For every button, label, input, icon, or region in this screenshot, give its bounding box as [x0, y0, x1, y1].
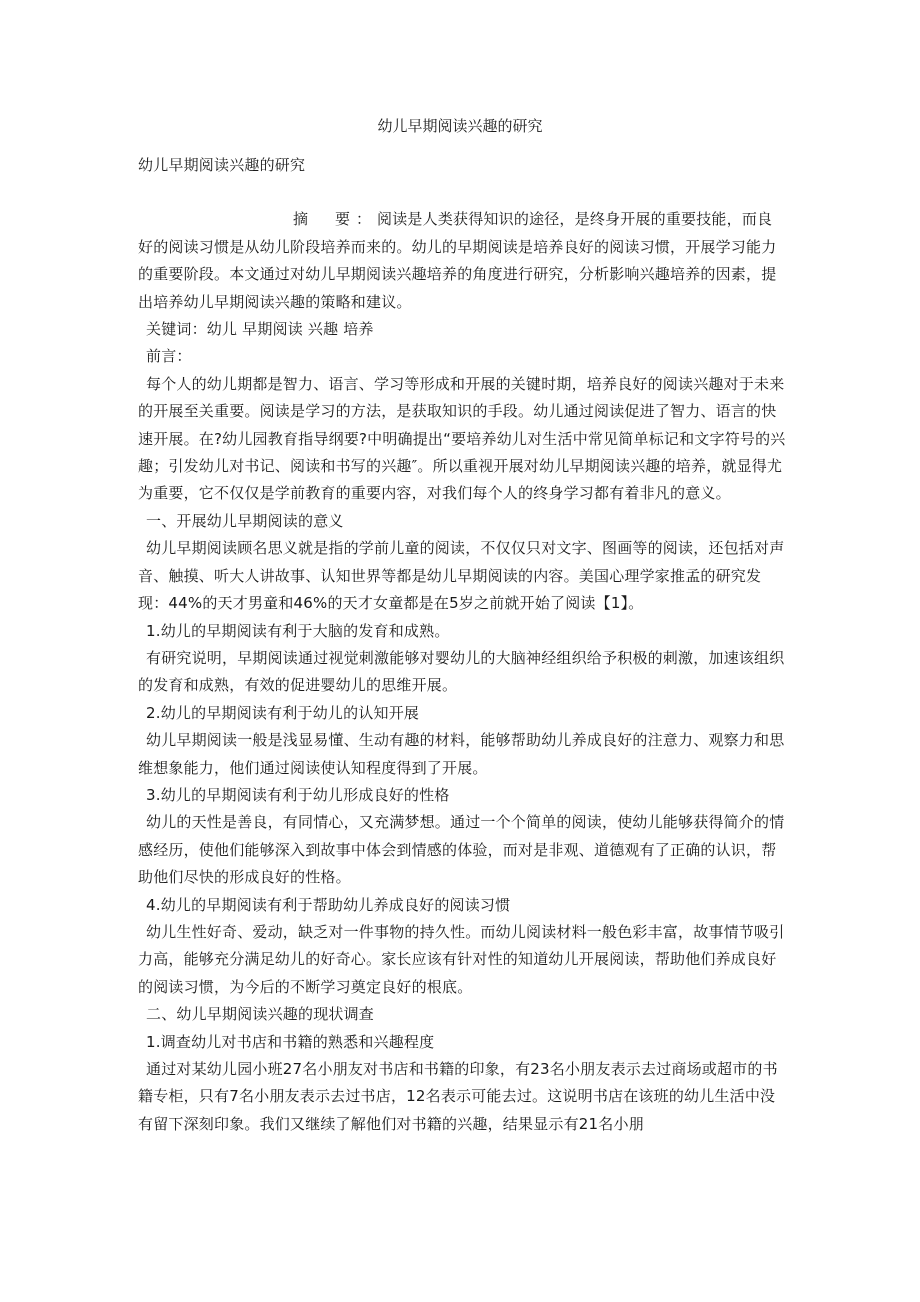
point2-paragraph: 幼儿早期阅读一般是浅显易懂、生动有趣的材料，能够帮助幼儿养成良好的注意力、观察力和思维想象能力，他们通过阅读使认知程度得到了开展。 [138, 731, 785, 777]
abstract-label: 摘 要： [293, 210, 378, 229]
point4-paragraph: 幼儿生性好奇、爱动，缺乏对一件事物的持久性。而幼儿阅读材料一般色彩丰富，故事情节吸引力高，能够充分满足幼儿的好奇心。家长应该有针对性的知道幼儿开展阅读，帮助他们养成良好的阅读习惯，为今后的不断学习奠定良好的根底。 [138, 922, 785, 996]
section1-paragraph: 幼儿早期阅读顾名思义就是指的学前儿童的阅读，不仅仅只对文字、图画等的阅读，还包括对声音、触摸、听大人讲故事、认知世界等都是幼儿早期阅读的内容。美国心理学家推孟的研究发现：44%的天才男童和46%的天才女童都是在5岁之前就开始了阅读【1】。 [138, 539, 785, 613]
survey1-paragraph: 通过对某幼儿园小班27名小朋友对书店和书籍的印象，有23名小朋友表示去过商场或超市的书籍专柜，只有7名小朋友表示去过书店，12名表示可能去过。这说明书店在该班的幼儿生活中没有留下深刻印象。我们又继续了解他们对书籍的兴趣，结果显示有21名小朋 [138, 1060, 778, 1133]
preface-label: 前言： [146, 347, 192, 366]
point3-heading: 3.幼儿的早期阅读有利于幼儿形成良好的性格 [146, 785, 450, 804]
section2-heading: 二、幼儿早期阅读兴趣的现状调查 [146, 1005, 375, 1024]
document-title: 幼儿早期阅读兴趣的研究 [377, 117, 543, 135]
point2-heading: 2.幼儿的早期阅读有利于幼儿的认知开展 [146, 703, 420, 722]
survey1-heading: 1.调查幼儿对书店和书籍的熟悉和兴趣程度 [146, 1032, 435, 1051]
point3-paragraph: 幼儿的天性是善良，有同情心，又充满梦想。通过一个个简单的阅读，使幼儿能够获得简介的情感经历，使他们能够深入到故事中体会到情感的体验，而对是非观、道德观有了正确的认识，帮助他们尽快的形成良好的性格。 [138, 813, 785, 887]
point1-heading: 1.幼儿的早期阅读有利于大脑的发育和成熟。 [146, 621, 450, 640]
document-subtitle: 幼儿早期阅读兴趣的研究 [138, 156, 306, 174]
keywords-line: 关键词：幼儿 早期阅读 兴趣 培养 [146, 320, 374, 339]
document-body [138, 152, 786, 1138]
preface-paragraph: 每个人的幼儿期都是智力、语言、学习等形成和开展的关键时期，培养良好的阅读兴趣对于未来的开展至关重要。阅读是学习的方法，是获取知识的手段。幼儿通过阅读促进了智力、语言的快速开展。在?幼儿园教育指导纲要?中明确提出“要培养幼儿对生活中常见简单标记和文字符号的兴趣；引发幼儿对书记、阅读和书写的兴趣″。所以重视开展对幼儿早期阅读兴趣的培养，就显得尤为重要，它不仅仅是学前教育的重要内容，对我们每个人的终身学习都有着非凡的意义。 [138, 374, 786, 503]
point4-heading: 4.幼儿的早期阅读有利于帮助幼儿养成良好的阅读习惯 [146, 895, 511, 914]
abstract-text: 阅读是人类获得知识的途径，是终身开展的重要技能，而良好的阅读习惯是从幼儿阶段培养而来的。幼儿的早期阅读是培养良好的阅读习惯，开展学习能力的重要阶段。本文通过对幼儿早期阅读兴趣培养的角度进行研究，分析影响兴趣培养的因素，提出培养幼儿早期阅读兴趣的策略和建议。 [138, 210, 777, 311]
abstract-paragraph [138, 206, 786, 316]
section1-heading: 一、开展幼儿早期阅读的意义 [146, 511, 344, 530]
point1-paragraph: 有研究说明，早期阅读通过视觉刺激能够对婴幼儿的大脑神经组织给予积极的刺激，加速该组织的发育和成熟，有效的促进婴幼儿的思维开展。 [138, 648, 785, 695]
